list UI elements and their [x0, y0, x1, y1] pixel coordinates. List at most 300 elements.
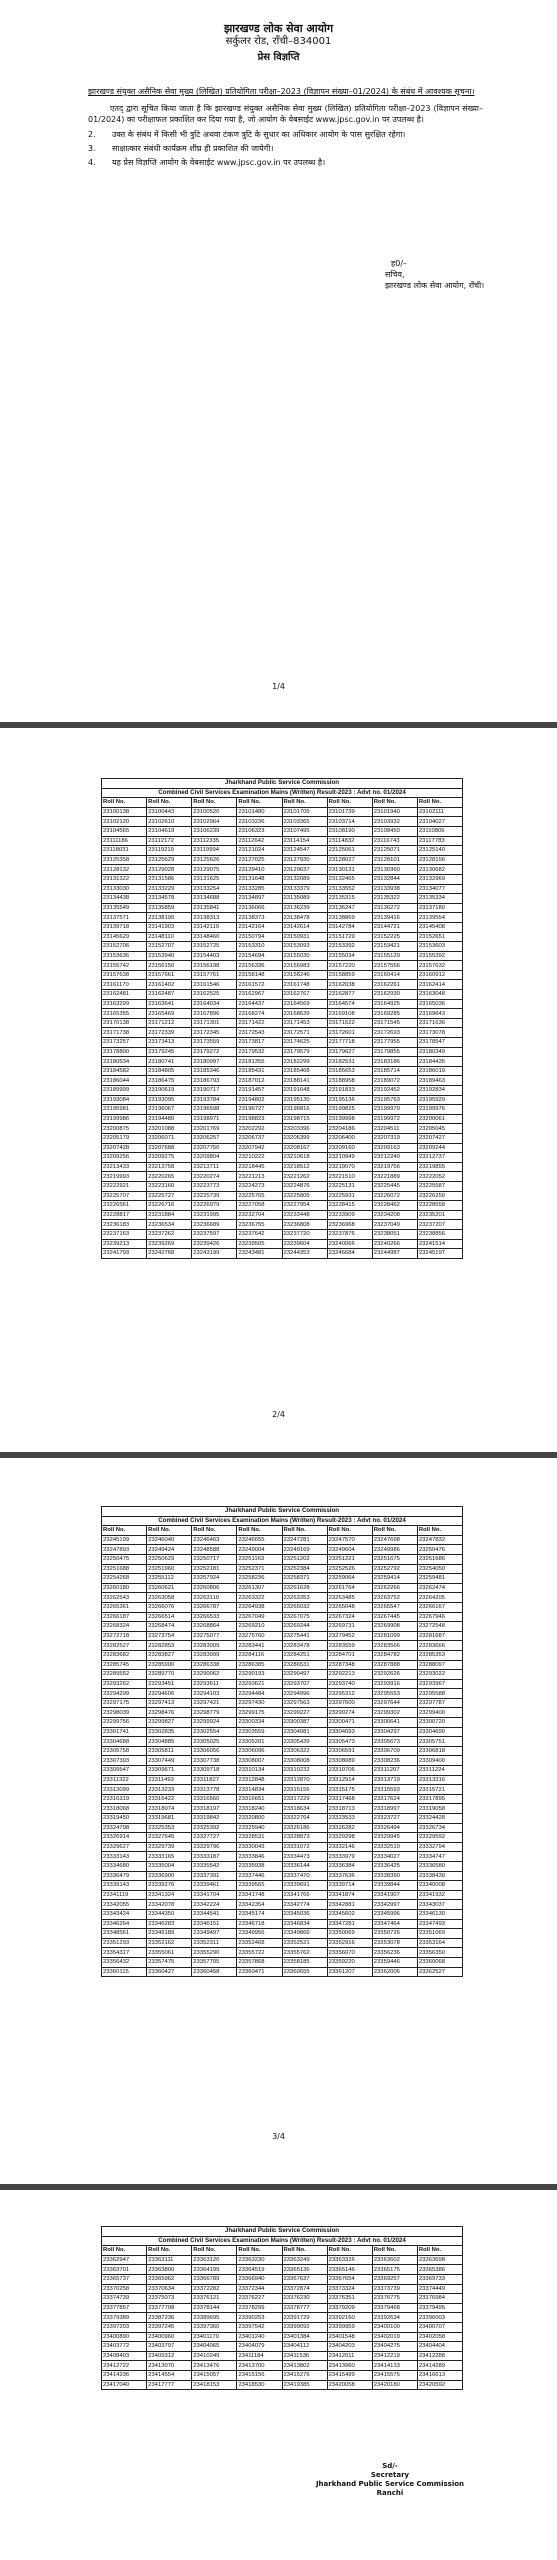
roll-number-cell: 23153310 — [237, 942, 282, 952]
page-number: 3/4 — [272, 2132, 285, 2141]
roll-number-cell: 23129028 — [147, 865, 192, 875]
roll-number-cell: 23298476 — [147, 1708, 192, 1718]
roll-number-cell: 23404203 — [327, 2342, 372, 2352]
roll-number-cell: 23199825 — [327, 1105, 372, 1115]
table-row — [102, 1679, 463, 1689]
roll-number-cell: 23305811 — [147, 1746, 192, 1756]
roll-number-cell: 23341907 — [372, 1890, 417, 1900]
roll-number-cell: 23378777 — [282, 2303, 327, 2313]
roll-number-cell: 23200061 — [417, 1114, 462, 1124]
column-header: Roll No. — [192, 1526, 237, 1536]
roll-number-cell: 23293707 — [282, 1679, 327, 1689]
roll-number-cell: 23128156 — [417, 855, 462, 865]
roll-number-cell: 23222921 — [102, 1181, 147, 1191]
point-number: 3. — [88, 144, 96, 153]
roll-number-cell: 23202292 — [237, 1124, 282, 1134]
roll-number-cell: 23343424 — [102, 1909, 147, 1919]
roll-number-cell: 23376351 — [327, 2294, 372, 2304]
signature-mark: Sd/- — [382, 2462, 398, 2470]
roll-number-cell: 23415499 — [327, 2370, 372, 2380]
roll-number-cell: 23362527 — [417, 1967, 462, 1977]
roll-number-cell: 23311322 — [102, 1775, 147, 1785]
table-row — [102, 1018, 463, 1028]
roll-number-cell: 23372344 — [237, 2284, 282, 2294]
table-row — [102, 846, 463, 856]
roll-number-cell: 23319450 — [102, 1814, 147, 1824]
roll-number-cell: 23318713 — [327, 1804, 372, 1814]
roll-number-cell: 23164034 — [192, 999, 237, 1009]
table-row — [102, 1249, 463, 1259]
roll-number-cell: 23207688 — [147, 1143, 192, 1153]
table-row — [102, 1133, 463, 1143]
roll-number-cell: 23316651 — [237, 1794, 282, 1804]
roll-number-cell: 23179855 — [372, 1047, 417, 1057]
roll-number-cell: 23290497 — [282, 1670, 327, 1680]
roll-number-cell: 23284251 — [282, 1650, 327, 1660]
roll-number-cell: 23234208 — [372, 1210, 417, 1220]
roll-number-cell: 23203396 — [282, 1124, 327, 1134]
roll-number-cell: 23268864 — [192, 1622, 237, 1632]
column-header: Roll No. — [327, 1526, 372, 1536]
roll-number-cell: 23204186 — [327, 1124, 372, 1134]
roll-number-cell: 23218445 — [237, 1162, 282, 1172]
roll-number-cell: 23310232 — [282, 1766, 327, 1776]
roll-number-cell: 23209160 — [327, 1143, 372, 1153]
roll-number-cell: 23334473 — [282, 1852, 327, 1862]
roll-number-cell: 23287888 — [372, 1660, 417, 1670]
table-row — [102, 1766, 463, 1776]
roll-number-cell: 23244353 — [282, 1249, 327, 1259]
roll-number-cell: 23157661 — [147, 970, 192, 980]
roll-number-cell: 23233909 — [327, 1210, 372, 1220]
roll-number-cell: 23293262 — [102, 1679, 147, 1689]
table-row — [102, 1229, 463, 1239]
roll-number-cell: 23131586 — [147, 874, 192, 884]
roll-number-cell: 23139554 — [417, 913, 462, 923]
roll-number-cell: 23199998 — [327, 1114, 372, 1124]
roll-number-cell: 23361207 — [327, 1967, 372, 1977]
roll-number-cell: 23238051 — [372, 1229, 417, 1239]
roll-number-cell: 23191833 — [327, 1086, 372, 1096]
table-row — [102, 2294, 463, 2304]
roll-number-cell: 23171522 — [327, 1018, 372, 1028]
table-row — [102, 1009, 463, 1019]
roll-number-cell: 23360068 — [417, 1957, 462, 1967]
roll-number-cell: 23129637 — [282, 865, 327, 875]
roll-number-cell: 23255112 — [147, 1574, 192, 1584]
roll-number-cell: 23171453 — [282, 1018, 327, 1028]
signature-designation: Secretary — [370, 2471, 410, 2479]
roll-number-cell: 23356350 — [417, 1948, 462, 1958]
roll-number-cell: 23377857 — [102, 2303, 147, 2313]
roll-number-cell: 23196067 — [147, 1105, 192, 1115]
roll-number-cell: 23155034 — [327, 951, 372, 961]
roll-number-cell: 23174625 — [282, 1038, 327, 1048]
roll-number-cell: 23283478 — [282, 1641, 327, 1651]
roll-number-cell: 23293022 — [417, 1670, 462, 1680]
roll-number-cell: 23191648 — [282, 1086, 327, 1096]
roll-number-cell: 23414289 — [417, 2361, 462, 2371]
roll-number-cell: 23228462 — [372, 1201, 417, 1211]
roll-number-cell: 23290193 — [237, 1670, 282, 1680]
roll-number-cell: 23114832 — [327, 836, 372, 846]
roll-number-cell: 23400890 — [102, 2332, 147, 2342]
press-note-point — [88, 129, 483, 140]
page-number: 2/4 — [272, 1410, 285, 1419]
page-number: 1/4 — [272, 682, 285, 691]
roll-number-cell: 23339691 — [282, 1881, 327, 1891]
roll-number-cell: 23315175 — [327, 1785, 372, 1795]
roll-number-cell: 23206400 — [327, 1133, 372, 1143]
roll-number-cell: 23210222 — [237, 1153, 282, 1163]
roll-number-cell: 23251221 — [327, 1554, 372, 1564]
roll-number-cell: 23157638 — [102, 970, 147, 980]
roll-number-cell: 23161546 — [192, 980, 237, 990]
roll-number-cell: 23295312 — [327, 1689, 372, 1699]
roll-number-cell: 23130682 — [417, 865, 462, 875]
roll-number-cell: 23308008 — [282, 1756, 327, 1766]
roll-number-cell: 23252384 — [282, 1564, 327, 1574]
roll-number-cell: 23333979 — [327, 1852, 372, 1862]
roll-number-cell: 23341324 — [147, 1890, 192, 1900]
roll-number-cell: 23300641 — [372, 1718, 417, 1728]
roll-number-cell: 23226716 — [147, 1201, 192, 1211]
table-row — [102, 1641, 463, 1651]
roll-number-cell: 23326734 — [417, 1823, 462, 1833]
roll-number-cell: 23103236 — [237, 817, 282, 827]
roll-number-cell: 23308089 — [327, 1756, 372, 1766]
roll-number-cell: 23293451 — [147, 1679, 192, 1689]
roll-number-cell: 23378299 — [237, 2303, 282, 2313]
roll-number-cell: 23303559 — [237, 1727, 282, 1737]
roll-number-cell: 23135322 — [372, 894, 417, 904]
roll-number-cell: 23327645 — [147, 1833, 192, 1843]
roll-number-cell: 23245199 — [102, 1535, 147, 1545]
roll-number-cell: 23356070 — [327, 1948, 372, 1958]
roll-number-cell: 23347493 — [417, 1919, 462, 1929]
roll-number-cell: 23173078 — [417, 1028, 462, 1038]
table-row — [102, 913, 463, 923]
roll-number-cell: 23341119 — [102, 1890, 147, 1900]
roll-number-cell: 23401240 — [237, 2332, 282, 2342]
roll-number-cell: 23318068 — [102, 1804, 147, 1814]
roll-number-cell: 23155129 — [372, 951, 417, 961]
roll-number-cell: 23207750 — [192, 1143, 237, 1153]
roll-number-cell: 23171212 — [147, 1018, 192, 1028]
roll-number-cell: 23198715 — [282, 1114, 327, 1124]
roll-number-cell: 23145408 — [417, 922, 462, 932]
roll-number-cell: 23259414 — [372, 1574, 417, 1584]
table-row — [102, 1785, 463, 1795]
roll-number-cell: 23165355 — [102, 1009, 147, 1019]
roll-number-cell: 23285353 — [417, 1650, 462, 1660]
roll-number-cell: 23225445 — [372, 1181, 417, 1191]
roll-number-cell: 23300387 — [282, 1718, 327, 1728]
table-row — [102, 1756, 463, 1766]
roll-number-cell: 23125140 — [417, 846, 462, 856]
table-row — [102, 961, 463, 971]
roll-number-cell: 23412722 — [102, 2361, 147, 2371]
point-text: यह प्रेस विज्ञप्ति आयोग के वेबसाईट www.jpsc.gov.in पर उपलब्ध है। — [112, 158, 326, 167]
roll-number-cell: 23226979 — [192, 1201, 237, 1211]
roll-number-cell: 23152707 — [147, 942, 192, 952]
table-row — [102, 1670, 463, 1680]
roll-number-cell: 23260180 — [102, 1583, 147, 1593]
roll-number-cell: 23408403 — [102, 2351, 147, 2361]
roll-number-cell: 23342224 — [192, 1900, 237, 1910]
roll-number-cell: 23307449 — [147, 1756, 192, 1766]
column-header: Roll No. — [372, 2246, 417, 2256]
column-header: Roll No. — [327, 2246, 372, 2256]
roll-number-cell: 23148110 — [147, 932, 192, 942]
roll-number-cell: 23349866 — [282, 1929, 327, 1939]
roll-number-cell: 23247832 — [417, 1535, 462, 1545]
press-note-signature — [385, 258, 484, 291]
roll-number-cell: 23373324 — [327, 2284, 372, 2294]
roll-number-cell: 23129075 — [192, 865, 237, 875]
roll-number-cell: 23208167 — [282, 1143, 327, 1153]
roll-number-cell: 23342774 — [282, 1900, 327, 1910]
roll-number-cell: 23366789 — [192, 2274, 237, 2284]
roll-number-cell: 23103932 — [372, 817, 417, 827]
roll-number-cell: 23267049 — [237, 1612, 282, 1622]
roll-number-cell: 23152651 — [417, 932, 462, 942]
roll-number-cell: 23233448 — [282, 1210, 327, 1220]
roll-number-cell: 23317895 — [417, 1794, 462, 1804]
roll-number-cell: 23360458 — [192, 1967, 237, 1977]
roll-number-cell: 23339844 — [372, 1881, 417, 1891]
roll-number-cell: 23200875 — [102, 1124, 147, 1134]
roll-number-cell: 23400960 — [147, 2332, 192, 2342]
roll-number-cell: 23317624 — [372, 1794, 417, 1804]
roll-number-cell: 23168274 — [237, 1009, 282, 1019]
roll-number-cell: 23324428 — [417, 1814, 462, 1824]
roll-number-cell: 23336425 — [372, 1861, 417, 1871]
roll-number-cell: 23352916 — [327, 1938, 372, 1948]
roll-number-cell: 23226072 — [372, 1191, 417, 1201]
roll-number-cell: 23306709 — [372, 1746, 417, 1756]
roll-number-cell: 23138869 — [327, 913, 372, 923]
roll-number-cell: 23162930 — [372, 990, 417, 1000]
roll-number-cell: 23317229 — [282, 1794, 327, 1804]
roll-number-cell: 23343037 — [417, 1900, 462, 1910]
roll-number-cell: 23325353 — [147, 1823, 192, 1833]
roll-number-cell: 23309671 — [147, 1766, 192, 1776]
press-note-subject: झारखण्ड संयुक्त असैनिक सेवा मुख्य (लिखित) प्रतियोगिता परीक्षा–2023 (विज्ञापन संख्या–01/2024) के संबंध में आवश्यक सूचना। — [88, 87, 475, 96]
roll-number-cell: 23316422 — [147, 1794, 192, 1804]
roll-number-cell: 23243481 — [237, 1249, 282, 1259]
roll-number-cell: 23346283 — [147, 1919, 192, 1929]
roll-number-cell: 23294606 — [147, 1689, 192, 1699]
roll-number-cell: 23247698 — [372, 1535, 417, 1545]
roll-number-cell: 23348561 — [102, 1929, 147, 1939]
roll-number-cell: 23133030 — [102, 884, 147, 894]
roll-number-cell: 23298039 — [102, 1708, 147, 1718]
roll-number-cell: 23134077 — [417, 884, 462, 894]
roll-number-cell: 23275077 — [192, 1631, 237, 1641]
roll-number-cell: 23162967 — [237, 990, 282, 1000]
roll-number-cell: 23195136 — [327, 1095, 372, 1105]
roll-number-cell: 23341874 — [327, 1890, 372, 1900]
roll-number-cell: 23138313 — [192, 913, 237, 923]
roll-number-cell: 23179627 — [327, 1047, 372, 1057]
roll-number-cell: 23260621 — [147, 1583, 192, 1593]
roll-number-cell: 23328873 — [282, 1833, 327, 1843]
roll-number-cell: 23201088 — [147, 1124, 192, 1134]
roll-number-cell: 23196598 — [192, 1105, 237, 1115]
roll-number-cell: 23133229 — [147, 884, 192, 894]
roll-number-cell: 23377708 — [147, 2303, 192, 2313]
column-header: Roll No. — [192, 2246, 237, 2256]
roll-number-cell: 23261628 — [282, 1583, 327, 1593]
roll-number-cell: 23299227 — [282, 1708, 327, 1718]
roll-number-cell: 23379209 — [327, 2303, 372, 2313]
roll-number-cell: 23286531 — [282, 1660, 327, 1670]
roll-number-cell: 23199970 — [372, 1105, 417, 1115]
roll-number-cell: 23254268 — [102, 1574, 147, 1584]
roll-number-cell: 23179532 — [237, 1047, 282, 1057]
table-row — [102, 1938, 463, 1948]
roll-number-cell: 23338390 — [372, 1871, 417, 1881]
roll-number-cell: 23252181 — [192, 1564, 237, 1574]
roll-number-cell: 23336144 — [282, 1861, 327, 1871]
roll-number-cell: 23241793 — [102, 1249, 147, 1259]
table-row — [102, 2361, 463, 2371]
table-row — [102, 1737, 463, 1747]
roll-number-cell: 23157556 — [372, 961, 417, 971]
roll-number-cell: 23210949 — [327, 1153, 372, 1163]
roll-number-cell: 23128101 — [372, 855, 417, 865]
roll-number-cell: 23336479 — [102, 1871, 147, 1881]
table-row — [102, 2351, 463, 2361]
roll-number-cell: 23101705 — [282, 807, 327, 817]
table-row — [102, 2274, 463, 2284]
roll-number-cell: 23227954 — [282, 1201, 327, 1211]
table-row — [102, 1861, 463, 1871]
roll-number-cell: 23162038 — [327, 980, 372, 990]
roll-number-cell: 23254050 — [417, 1564, 462, 1574]
roll-number-cell: 23355061 — [147, 1948, 192, 1958]
table-row — [102, 1545, 463, 1555]
roll-number-cell: 23418153 — [192, 2380, 237, 2390]
roll-number-cell: 23379468 — [372, 2303, 417, 2313]
roll-number-cell: 23148460 — [192, 932, 237, 942]
roll-number-cell: 23345602 — [327, 1909, 372, 1919]
roll-number-cell: 23344350 — [147, 1909, 192, 1919]
org-address: सर्कुलर रोड, राँची–834001 — [225, 36, 332, 47]
roll-number-cell: 23240266 — [372, 1239, 417, 1249]
table-row — [102, 1172, 463, 1182]
table-row — [102, 1631, 463, 1641]
roll-number-cell: 23108190 — [327, 826, 372, 836]
roll-number-cell: 23297563 — [282, 1698, 327, 1708]
roll-number-cell: 23156150 — [147, 961, 192, 971]
table-row — [102, 1564, 463, 1574]
roll-number-cell: 23180997 — [192, 1057, 237, 1067]
roll-number-cell: 23397542 — [237, 2322, 282, 2332]
roll-number-cell: 23339143 — [102, 1881, 147, 1891]
roll-number-cell: 23199972 — [372, 1114, 417, 1124]
roll-number-cell: 23119219 — [147, 846, 192, 856]
table-row — [102, 1038, 463, 1048]
roll-number-cell: 23306096 — [237, 1746, 282, 1756]
roll-number-cell: 23102610 — [147, 817, 192, 827]
roll-number-cell: 23318997 — [372, 1804, 417, 1814]
roll-number-cell: 23157632 — [417, 961, 462, 971]
roll-number-cell: 23315721 — [417, 1785, 462, 1795]
table-caption-org: Jharkhand Public Service Commission — [102, 779, 463, 789]
roll-number-cell: 23180349 — [417, 1047, 462, 1057]
roll-number-cell: 23249604 — [327, 1545, 372, 1555]
roll-number-cell: 23152725 — [192, 942, 237, 952]
roll-number-cell: 23136247 — [327, 903, 372, 913]
roll-number-cell: 23224273 — [237, 1181, 282, 1191]
roll-number-cell: 23169285 — [372, 1009, 417, 1019]
roll-number-cell: 23295588 — [417, 1689, 462, 1699]
roll-number-cell: 23356236 — [372, 1948, 417, 1958]
roll-number-cell: 23349956 — [237, 1929, 282, 1939]
roll-number-cell: 23369257 — [372, 2274, 417, 2284]
roll-number-cell: 23306591 — [327, 1746, 372, 1756]
roll-number-cell: 23237207 — [417, 1220, 462, 1230]
roll-number-cell: 23404112 — [282, 2342, 327, 2352]
roll-number-cell: 23336384 — [327, 1861, 372, 1871]
table-row — [102, 932, 463, 942]
roll-number-cell: 23129410 — [237, 865, 282, 875]
roll-number-cell: 23365146 — [327, 2265, 372, 2275]
roll-number-cell: 23206071 — [147, 1133, 192, 1143]
roll-number-cell: 23236808 — [282, 1220, 327, 1230]
roll-number-cell: 23128027 — [327, 855, 372, 865]
roll-number-cell: 23219993 — [102, 1172, 147, 1182]
roll-number-cell: 23275441 — [282, 1631, 327, 1641]
roll-number-cell: 23283559 — [327, 1641, 372, 1651]
roll-number-cell: 23350069 — [327, 1929, 372, 1939]
roll-number-cell: 23392634 — [372, 2313, 417, 2323]
roll-number-cell: 23283666 — [417, 1641, 462, 1651]
roll-number-cell: 23400707 — [417, 2322, 462, 2332]
roll-number-cell: 23207428 — [102, 1143, 147, 1153]
roll-number-cell: 23163048 — [417, 990, 462, 1000]
table-row — [102, 1105, 463, 1115]
table-row — [102, 2303, 463, 2313]
roll-number-cell: 23138478 — [282, 913, 327, 923]
table-row — [102, 903, 463, 913]
roll-number-cell: 23294996 — [282, 1689, 327, 1699]
roll-number-cell: 23184805 — [147, 1066, 192, 1076]
roll-number-cell: 23358185 — [282, 1957, 327, 1967]
roll-number-cell: 23236534 — [147, 1220, 192, 1230]
roll-number-cell: 23206399 — [282, 1133, 327, 1143]
roll-number-cell: 23237597 — [192, 1229, 237, 1239]
roll-number-cell: 23365136 — [282, 2265, 327, 2275]
roll-number-cell: 23245197 — [417, 1249, 462, 1259]
roll-number-cell: 23172345 — [192, 1028, 237, 1038]
roll-number-cell: 23329298 — [327, 1833, 372, 1843]
roll-number-cell: 23283441 — [237, 1641, 282, 1651]
column-header: Roll No. — [327, 798, 372, 808]
table-row — [102, 1612, 463, 1622]
roll-number-cell: 23305758 — [102, 1746, 147, 1756]
roll-number-cell: 23332794 — [417, 1842, 462, 1852]
roll-number-cell: 23152225 — [372, 932, 417, 942]
roll-number-cell: 23186019 — [417, 1066, 462, 1076]
roll-number-cell: 23359446 — [372, 1957, 417, 1967]
roll-number-cell: 23193084 — [102, 1095, 147, 1105]
roll-number-cell: 23246463 — [192, 1535, 237, 1545]
roll-number-cell: 23142164 — [237, 922, 282, 932]
roll-number-cell: 23209163 — [372, 1143, 417, 1153]
